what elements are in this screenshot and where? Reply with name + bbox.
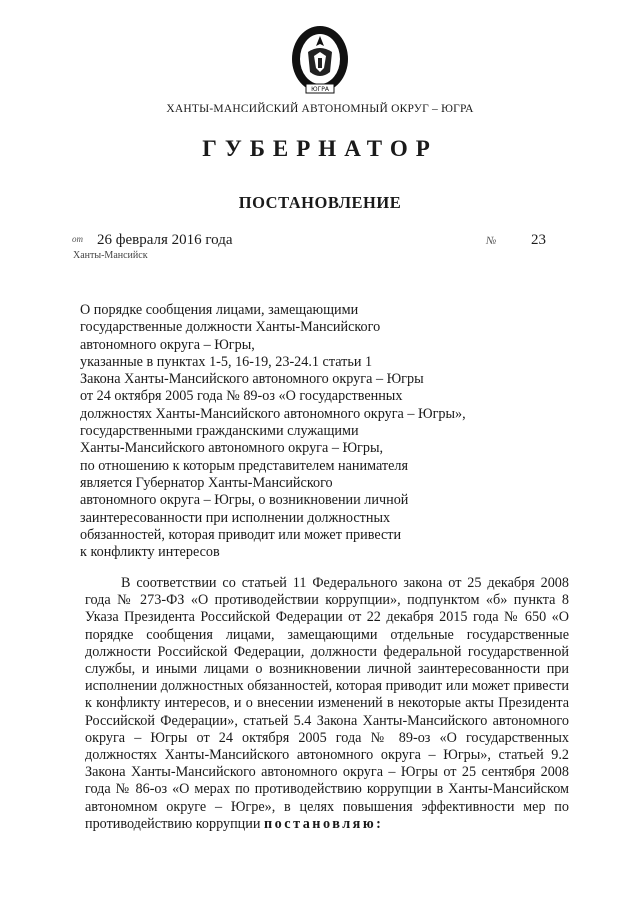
title-line: заинтересованности при исполнении должностных: [80, 509, 391, 526]
document-type: ПОСТАНОВЛЕНИЕ: [238, 193, 402, 212]
number-sign: №: [486, 235, 497, 247]
emblem-label: ЮГРА: [311, 86, 329, 93]
title-line: Закона Ханты-Мансийского автономного округа – Югры: [80, 371, 424, 388]
decree-title: [80, 302, 520, 561]
preamble-text: В соответствии со статьей 11 Федерального закона от 25 декабря 2008 года № 273-ФЗ «О противодействии коррупции», подпунктом «б» пункта 8 Указа Президента Российской Федерации от 22 декабря 2015 года № 650 «О порядке сообщения лицами, замещающими отдельные государственные должности Российской Федерации, должности федеральной государственной службы, и иными лицами о возникновении личной заинтересованности при исполнении должностных обязанностей, которая приводит или может привести к конфликту интересов, и о внесении изменений в некоторые акты Президента Российской Федерации», статьей 5.4 Закона Ханты-Мансийского автономного округа – Югры от 24 октября 2005 года № 89-оз «О государственных должностях Ханты-Мансийского автономного округа – Югры», статьей 9.2 Закона Ханты-Мансийского автономного округа – Югры от 25 сентября 2008 года № 86-оз «О мерах по противодействию коррупции в Ханты-Мансийском автономном округе – Югре», в целях повышения эффективности мер по противодействию коррупции: [85, 575, 569, 832]
region-name: ХАНТЫ-МАНСИЙСКИЙ АВТОНОМНЫЙ ОКРУГ – ЮГРА: [166, 103, 474, 115]
document-number: 23: [531, 232, 546, 248]
title-line: указанные в пунктах 1-5, 16-19, 23-24.1 статьи 1: [80, 353, 373, 370]
decree-closing: постановляю:: [264, 815, 384, 832]
coat-of-arms-icon: [288, 22, 352, 100]
authority-title: ГУБЕРНАТОР: [202, 136, 438, 161]
document-date: 26 февраля 2016 года: [97, 232, 233, 248]
title-line: автономного округа – Югры, о возникновении личной: [80, 492, 409, 509]
title-line: государственные должности Ханты-Мансийского: [80, 319, 381, 336]
title-line: автономного округа – Югры,: [80, 336, 255, 353]
title-line: обязанностей, которая приводит или может привести: [80, 526, 402, 543]
title-line: по отношению к которым представителем нанимателя: [80, 457, 409, 474]
title-line: к конфликту интересов: [80, 544, 220, 561]
preamble-paragraph: [85, 575, 569, 833]
document-city: Ханты-Мансийск: [73, 250, 148, 261]
title-line: государственными гражданскими служащими: [80, 423, 359, 440]
title-line: является Губернатор Ханты-Мансийского: [80, 474, 333, 491]
title-line: О порядке сообщения лицами, замещающими: [80, 302, 359, 318]
date-prefix: от: [72, 234, 83, 244]
title-line: должностях Ханты-Мансийского автономного округа – Югры»,: [80, 405, 466, 422]
title-line: от 24 октября 2005 года № 89-оз «О государственных: [80, 388, 403, 405]
title-line: Ханты-Мансийского автономного округа – Югры,: [80, 440, 384, 457]
